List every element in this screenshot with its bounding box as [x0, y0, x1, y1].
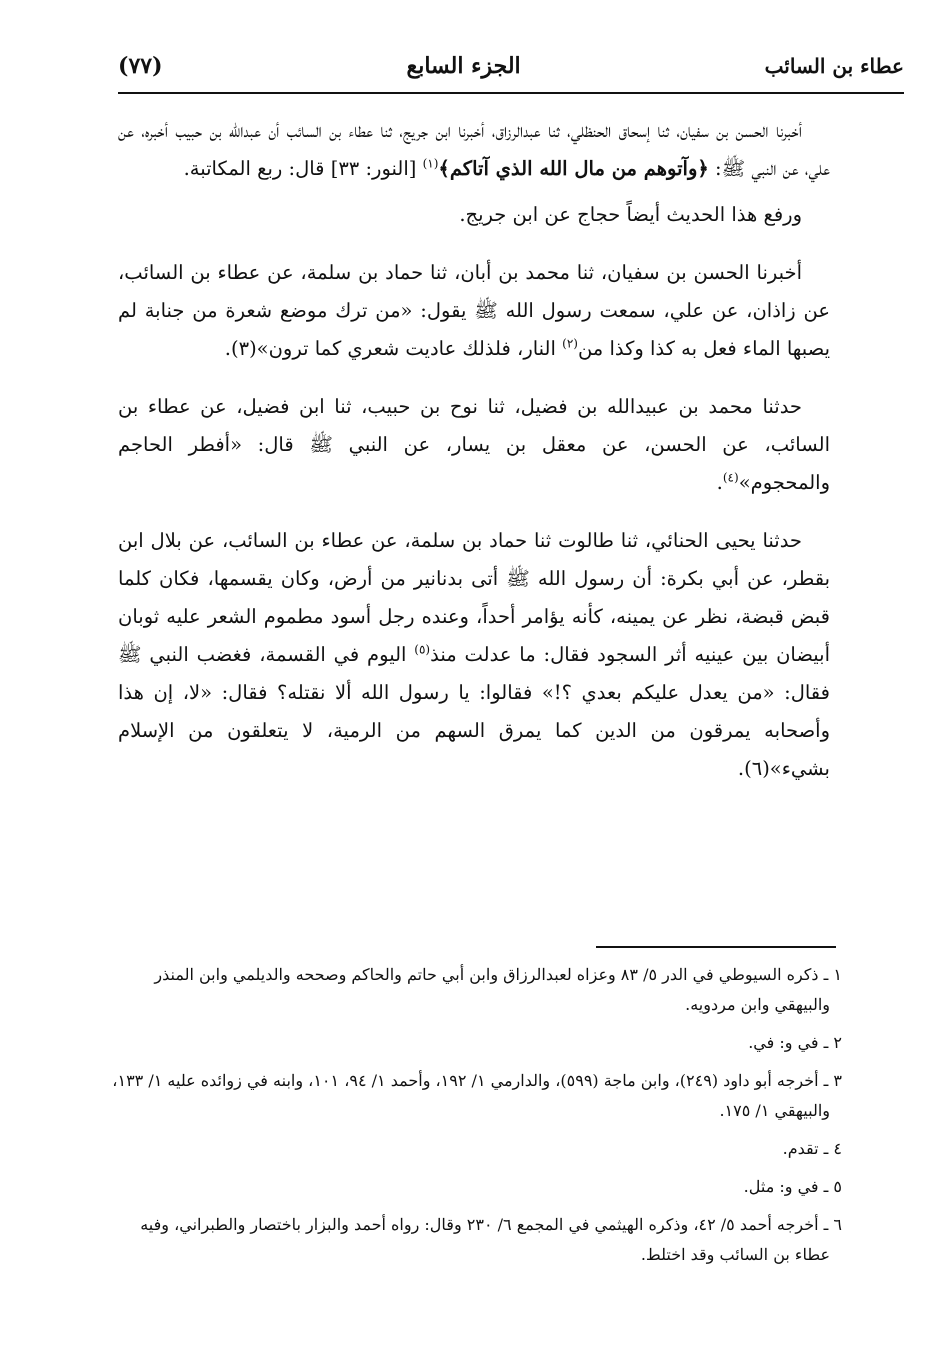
paragraph: [118, 112, 830, 188]
footnotes: [106, 960, 840, 1278]
paragraph-text: ورفع هذا الحديث أيضاً حجاج عن ابن جريج.: [459, 203, 802, 226]
paragraph-text: حدثنا محمد بن عبيدالله بن فضيل، ثنا نوح بن حبيب، ثنا ابن فضيل، عن عطاء بن السائب، عن الحسن، عن معقل بن يسار، عن النبي ﷺ قال: «أفطر الحاجم والمحجوم»: [118, 395, 830, 494]
footnote: ١ ـ ذكره السيوطي في الدر ٥/ ٨٣ وعزاه لعبدالرزاق وابن أبي حاتم والحاكم وصححه والديلمي وابن المنذر والبيهقي وابن مردويه.: [154, 965, 842, 1014]
footnote-ref[interactable]: (٢): [562, 336, 578, 351]
paragraph: [118, 388, 830, 502]
page-number: (٧٧): [118, 53, 163, 79]
paragraph-text: أخبرنا الحسن بن سفيان، ثنا إسحاق الحنظلي، ثنا عبدالرزاق، أخبرنا ابن جريج، ثنا عطاء بن السائب أن عبدالله بن حبيب أخبره، عن علي، عن النبي ﷺ:: [118, 119, 830, 180]
paragraph: [118, 522, 830, 788]
paragraph: [118, 196, 830, 234]
footnote: ٢ ـ في و: في.: [748, 1033, 842, 1052]
footnote: ٥ ـ في و: مثل.: [743, 1177, 842, 1196]
footnote-ref[interactable]: (١): [422, 156, 439, 171]
paragraph-text: النار، فلذلك عاديت شعري كما ترون»(٣).: [224, 337, 563, 360]
header-part: الجزء السابع: [406, 53, 521, 79]
paragraph-text: حدثنا يحيى الحنائي، ثنا طالوت ثنا حماد بن سلمة، عن عطاء بن السائب، عن بلال ابن بقطر، عن أبي بكرة: أن رسول الله ﷺ أتى بدنانير من أرض، وكان يقسمها، فكان كلما قبض قبضة، نظر عن يمينه، كأنه يؤامر أحداً، وعنده رجل أسود مطموم الشعر عليه ثوبان أبيضان بين عينيه أثر السجود فقال: ما عدلت منذ: [118, 529, 830, 666]
main-text: [118, 112, 830, 808]
paragraph-text: اليوم في القسمة، فغضب النبي ﷺ فقال: «من يعدل عليكم بعدي ؟!» فقالوا: يا رسول الله ألا نقتله؟ فقال: «لا، إن هذا وأصحابه يمرقون من الدين كما يمرق السهم من الرمية، لا يتعلقون من الإسلام بشيء»(٦).: [118, 643, 830, 780]
footnote-ref[interactable]: (٥): [414, 642, 431, 657]
footnote: ٤ ـ تقدم.: [782, 1139, 842, 1158]
paragraph-text: .: [716, 471, 723, 494]
footnote-ref[interactable]: (٤): [722, 470, 739, 485]
footnote: ٣ ـ أخرجه أبو داود (٢٤٩)، وابن ماجة (٥٩٩)، والدارمي ١/ ١٩٢، وأحمد ١/ ٩٤، ١٠١، وابنه في زوائده عليه ١/ ١٣٣، والبيهقي ١/ ١٧٥.: [112, 1071, 842, 1120]
quran-verse: ﴿وآتوهم من مال الله الذي آتاكم﴾: [438, 157, 709, 180]
paragraph: [118, 254, 830, 368]
footnote: ٦ ـ أخرجه أحمد ٥/ ٤٢، وذكره الهيثمي في المجمع ٦/ ٢٣٠ وقال: رواه أحمد والبزار باختصار والطبراني، وفيه عطاء بن السائب وقد اختلط.: [140, 1215, 842, 1264]
paragraph-text: [النور: ٣٣] قال: ربع المكاتبة.: [183, 157, 423, 180]
running-header: [118, 42, 904, 90]
header-rule: [118, 92, 904, 94]
header-author: عطاء بن السائب: [764, 54, 904, 78]
paragraph-text: أخبرنا الحسن بن سفيان، ثنا محمد بن أبان، ثنا حماد بن سلمة، عن عطاء بن السائب، عن زاذان، عن علي، سمعت رسول الله ﷺ يقول: «من ترك موضع شعرة من جنابة لم يصبها الماء فعل به كذا وكذا من: [118, 261, 830, 360]
footnote-separator: [596, 946, 836, 948]
